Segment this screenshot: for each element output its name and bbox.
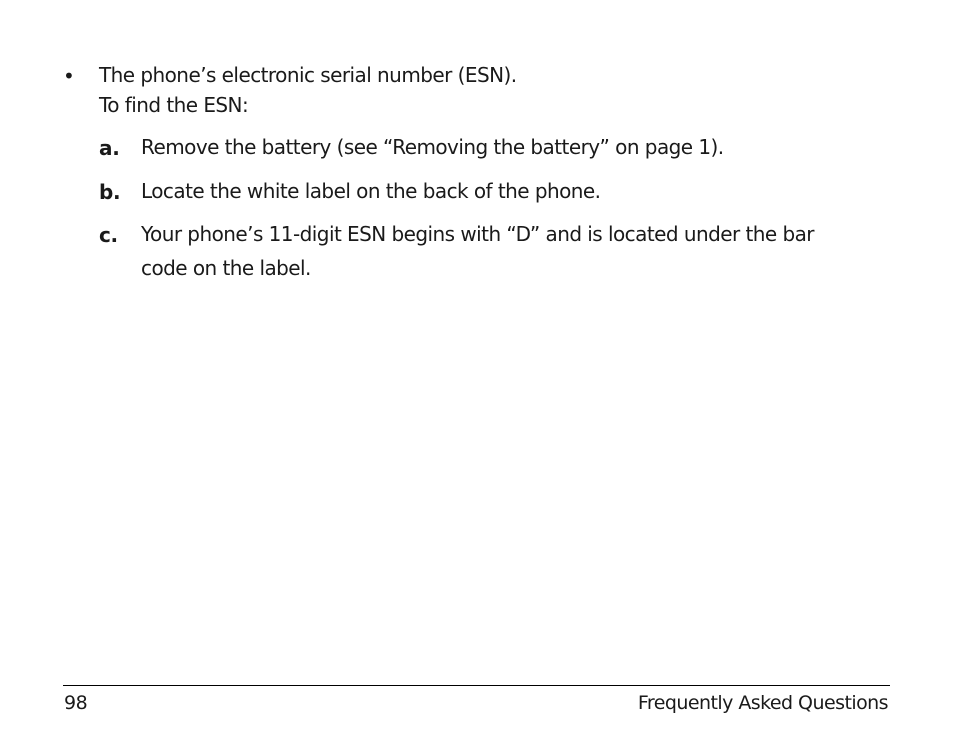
footer-divider: [63, 685, 890, 686]
step-text: Remove the battery (see “Removing the battery” on page 1).: [141, 135, 724, 159]
intro-text: To find the ESN:: [99, 93, 249, 117]
step-letter: b.: [99, 180, 121, 204]
step-text: Locate the white label on the back of the phone.: [141, 179, 601, 203]
bullet-marker: •: [63, 64, 75, 88]
page-number: 98: [64, 692, 88, 714]
step-text-continuation: code on the label.: [141, 256, 311, 280]
step-letter: c.: [99, 223, 118, 247]
section-title: Frequently Asked Questions: [637, 692, 888, 714]
bullet-text: The phone’s electronic serial number (ESN).: [99, 63, 517, 87]
step-letter: a.: [99, 136, 120, 160]
step-text: Your phone’s 11-digit ESN begins with “D” and is located under the bar: [141, 222, 814, 246]
